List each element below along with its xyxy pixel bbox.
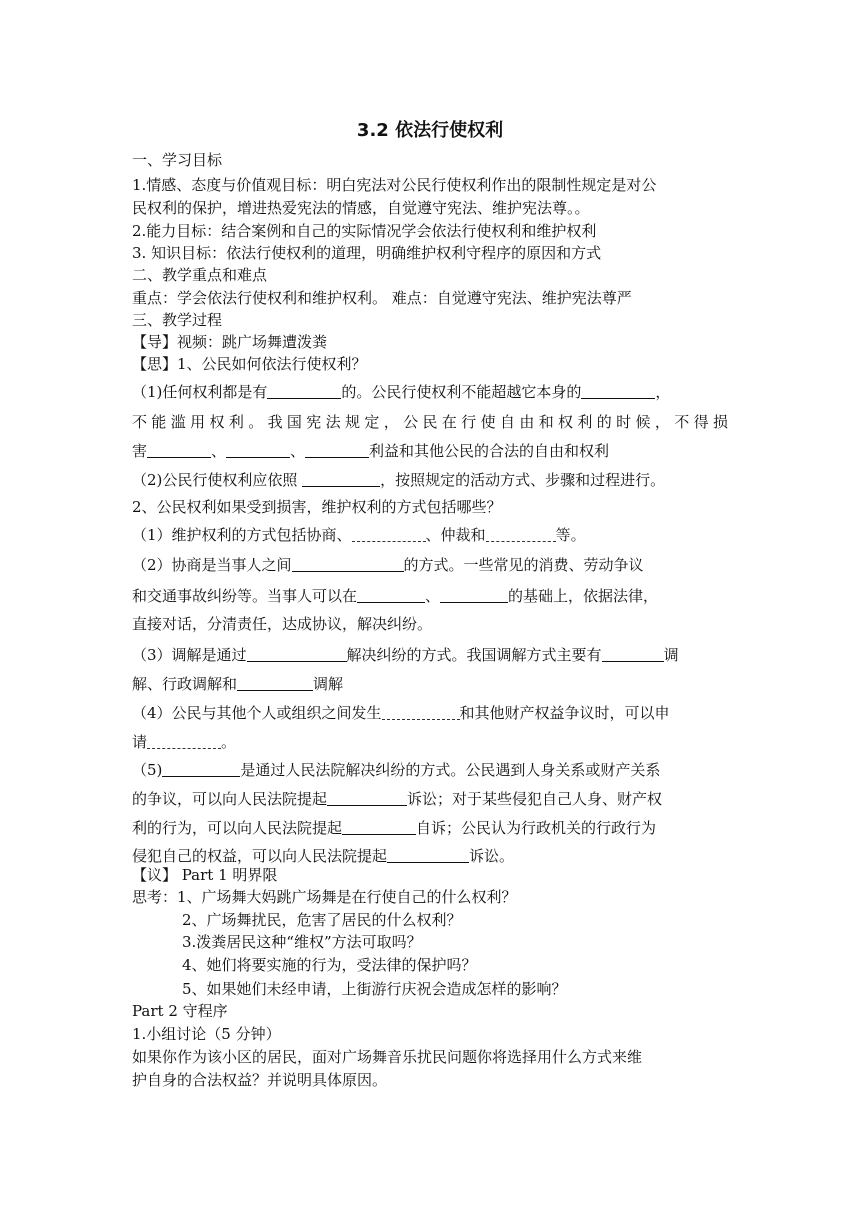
fill-blank[interactable] xyxy=(305,442,369,458)
method-4-line-1: （4）公民与其他个人或组织之间发生 和其他财产权益争议时，可以申 xyxy=(132,704,670,722)
fill-blank[interactable] xyxy=(327,790,407,806)
group-discussion: 1.小组讨论（5 分钟） xyxy=(132,1025,281,1043)
goal-1-line-1: 1.情感、态度与价值观目标：明白宪法对公民行使权利作出的限制性规定是对公 xyxy=(132,176,657,194)
question-2: 2、公民权利如果受到损害，维护权利的方式包括哪些？ xyxy=(132,498,502,516)
fill-blank[interactable] xyxy=(247,646,347,662)
fill-blank[interactable] xyxy=(342,819,416,835)
method-2-line-2: 和交通事故纠纷等。当事人可以在 、 的基础上，依据法律， xyxy=(132,587,659,605)
fill-blank[interactable] xyxy=(147,442,211,458)
method-3-line-2: 解、行政调解和 调解 xyxy=(132,675,344,693)
item-1-line-3: 害 、 、 利益和其他公民的合法的自由和权利 xyxy=(132,442,610,460)
fill-blank[interactable] xyxy=(486,526,556,542)
think-question-3: 3.泼粪居民这种“维权”方法可取吗？ xyxy=(182,933,422,951)
method-2-line-1: （2）协商是当事人之间 的方式。一些常见的消费、劳动争议 xyxy=(132,556,644,574)
discussion-prompt-line-1: 如果你作为该小区的居民，面对广场舞音乐扰民问题你将选择用什么方式来维 xyxy=(132,1048,643,1066)
fill-blank[interactable] xyxy=(226,442,290,458)
fill-blank[interactable] xyxy=(382,704,460,720)
think-heading: 【思】1、公民如何依法行使权利？ xyxy=(132,355,367,373)
goal-1-line-2: 民权利的保护，增进热爱宪法的情感，自觉遵守宪法、维护宪法尊。。 xyxy=(132,199,590,217)
method-4-line-2: 请 。 xyxy=(132,733,237,751)
fill-blank[interactable] xyxy=(352,526,426,542)
method-5-line-2: 的争议，可以向人民法院提起 诉讼；对于某些侵犯自己人身、财产权 xyxy=(132,790,663,808)
think-question-4: 4、她们将要实施的行为，受法律的保护吗？ xyxy=(182,956,477,974)
goal-2: 2.能力目标：结合案例和自己的实际情况学会依法行使权利和维护权利 xyxy=(132,222,597,240)
think-question-1: 思考：1、广场舞大妈跳广场舞是在行使自己的什么权利？ xyxy=(132,888,517,906)
fill-blank[interactable] xyxy=(357,587,425,603)
fill-blank[interactable] xyxy=(387,847,469,863)
fill-blank[interactable] xyxy=(440,587,508,603)
fill-blank[interactable] xyxy=(581,383,655,399)
section-heading-keypoints: 二、教学重点和难点 xyxy=(132,266,268,284)
method-1: （1）维护权利的方式包括协商、 、仲裁和 等。 xyxy=(132,526,586,544)
discussion-prompt-line-2: 护自身的合法权益？并说明具体原因。 xyxy=(132,1071,388,1089)
think-question-5: 5、如果她们未经申请，上街游行庆祝会造成怎样的影响？ xyxy=(182,980,567,998)
fill-blank[interactable] xyxy=(147,733,221,749)
method-3-line-1: （3）调解是通过 解决纠纷的方式。我国调解方式主要有 调 xyxy=(132,646,679,664)
section-heading-goals: 一、学习目标 xyxy=(132,151,223,169)
discuss-heading: 【议】 Part 1 明界限 xyxy=(132,866,278,884)
section-heading-process: 三、教学过程 xyxy=(132,311,223,329)
item-2-line: （2)公民行使权利应依照 ，按照规定的活动方式、步骤和过程进行。 xyxy=(132,471,666,489)
method-2-line-3: 直接对话，分清责任，达成协议，解决纠纷。 xyxy=(132,615,433,633)
fill-blank[interactable] xyxy=(237,675,313,691)
part-2-heading: Part 2 守程序 xyxy=(132,1002,228,1020)
key-points: 重点：学会依法行使权利和维护权利。 难点：自觉遵守宪法、维护宪法尊严 xyxy=(132,289,632,307)
item-1-line-1: （1)任何权利都是有 的。公民行使权利不能超越它本身的 ， xyxy=(132,383,671,401)
method-5-line-4: 侵犯自己的权益，可以向人民法院提起 诉讼。 xyxy=(132,847,515,865)
page-title: 3.2 依法行使权利 xyxy=(356,120,504,141)
goal-3: 3. 知识目标：依法行使权利的道理，明确维护权利守程序的原因和方式 xyxy=(132,244,602,262)
fill-blank[interactable] xyxy=(267,383,341,399)
think-question-2: 2、广场舞扰民，危害了居民的什么权利？ xyxy=(182,911,462,929)
fill-blank[interactable] xyxy=(602,646,664,662)
method-5-line-1: （5) 是通过人民法院解决纠纷的方式。公民遇到人身关系或财产关系 xyxy=(132,761,661,779)
fill-blank[interactable] xyxy=(162,761,240,777)
fill-blank[interactable] xyxy=(302,471,380,487)
item-1-line-2: 不能滥用权利。我国宪法规定，公民在行使自由和权利的时候，不得损 xyxy=(132,413,728,431)
intro-line: 【导】视频：跳广场舞遭泼粪 xyxy=(132,333,328,351)
method-5-line-3: 利的行为，可以向人民法院提起 自诉；公民认为行政机关的行政行为 xyxy=(132,819,657,837)
fill-blank[interactable] xyxy=(292,556,404,572)
